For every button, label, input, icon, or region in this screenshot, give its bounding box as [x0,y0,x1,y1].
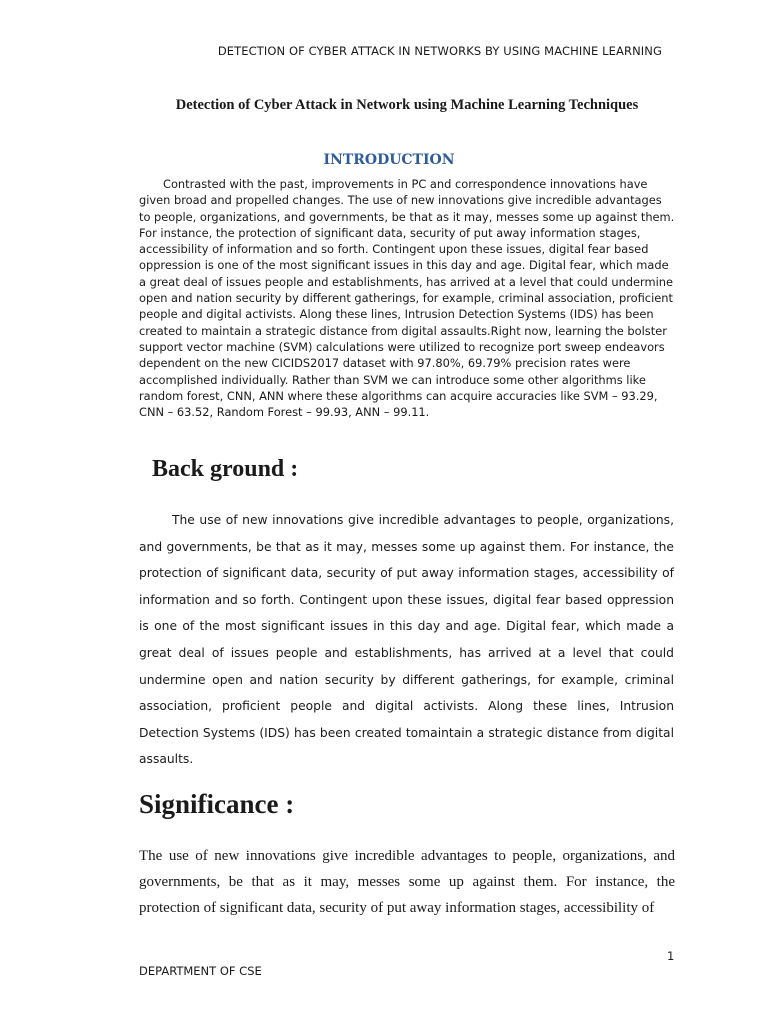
significance-paragraph: The use of new innovations give incredible advantages to people, organizations, and governments, be that as it may, messes some up against them. For instance, the protection of significant data, security of put away information stages, accessibility of [139,848,675,916]
background-paragraph: The use of new innovations give incredible advantages to people, organizations, and governments, be that as it may, messes some up against them. For instance, the protection of significant data, security of put away information stages, accessibility of information and so forth. Contingent upon these issues, digital fear based oppression is one of the most significant issues in this day and age. Digital fear, which made a great deal of issues people and establishments, has arrived at a level that could undermine open and nation security by different gatherings, for example, criminal association, proficient people and digital activists. Along these lines, Intrusion Detection Systems (IDS) has been created tomaintain a strategic distance from digital assaults. [139,513,674,767]
page-number: 1 [667,949,675,963]
introduction-heading: INTRODUCTION [323,152,455,168]
document-title: Detection of Cyber Attack in Network using Machine Learning Techniques [175,97,639,113]
introduction-paragraph: Contrasted with the past, improvements in PC and correspondence innovations have given broad and propelled changes. The use of new innovations give incredible advantages to people, organizations, and governments, be that as it may, messes some up against them. For instance, the protection of significant data, security of put away information stages, accessibility of information and so forth. Contingent upon these issues, digital fear based oppression is one of the most significant issues in this day and age. Digital fear, which made a great deal of issues people and establishments, has arrived at a level that could undermine open and nation security by different gatherings, for example, criminal association, proficient people and digital activists. Along these lines, Intrusion Detection Systems (IDS) has been created to maintain a strategic distance from digital assaults.Right now, learning the bolster support vector machine (SVM) calculations were utilized to recognize port sweep endeavors dependent on the new CICIDS2017 dataset with 97.80%, 69.79% precision rates were accomplished individually. Rather than SVM we can introduce some other algorithms like random forest, CNN, ANN where these algorithms can acquire accuracies like SVM – 93.29, CNN – 63.52, Random Forest – 99.93, ANN – 99.11. [139,177,675,420]
running-header: DETECTION OF CYBER ATTACK IN NETWORKS BY USING MACHINE LEARNING [217,44,662,58]
background-heading: Back ground : [152,456,299,482]
footer-department: DEPARTMENT OF CSE [139,964,262,978]
significance-heading: Significance : [139,789,295,819]
